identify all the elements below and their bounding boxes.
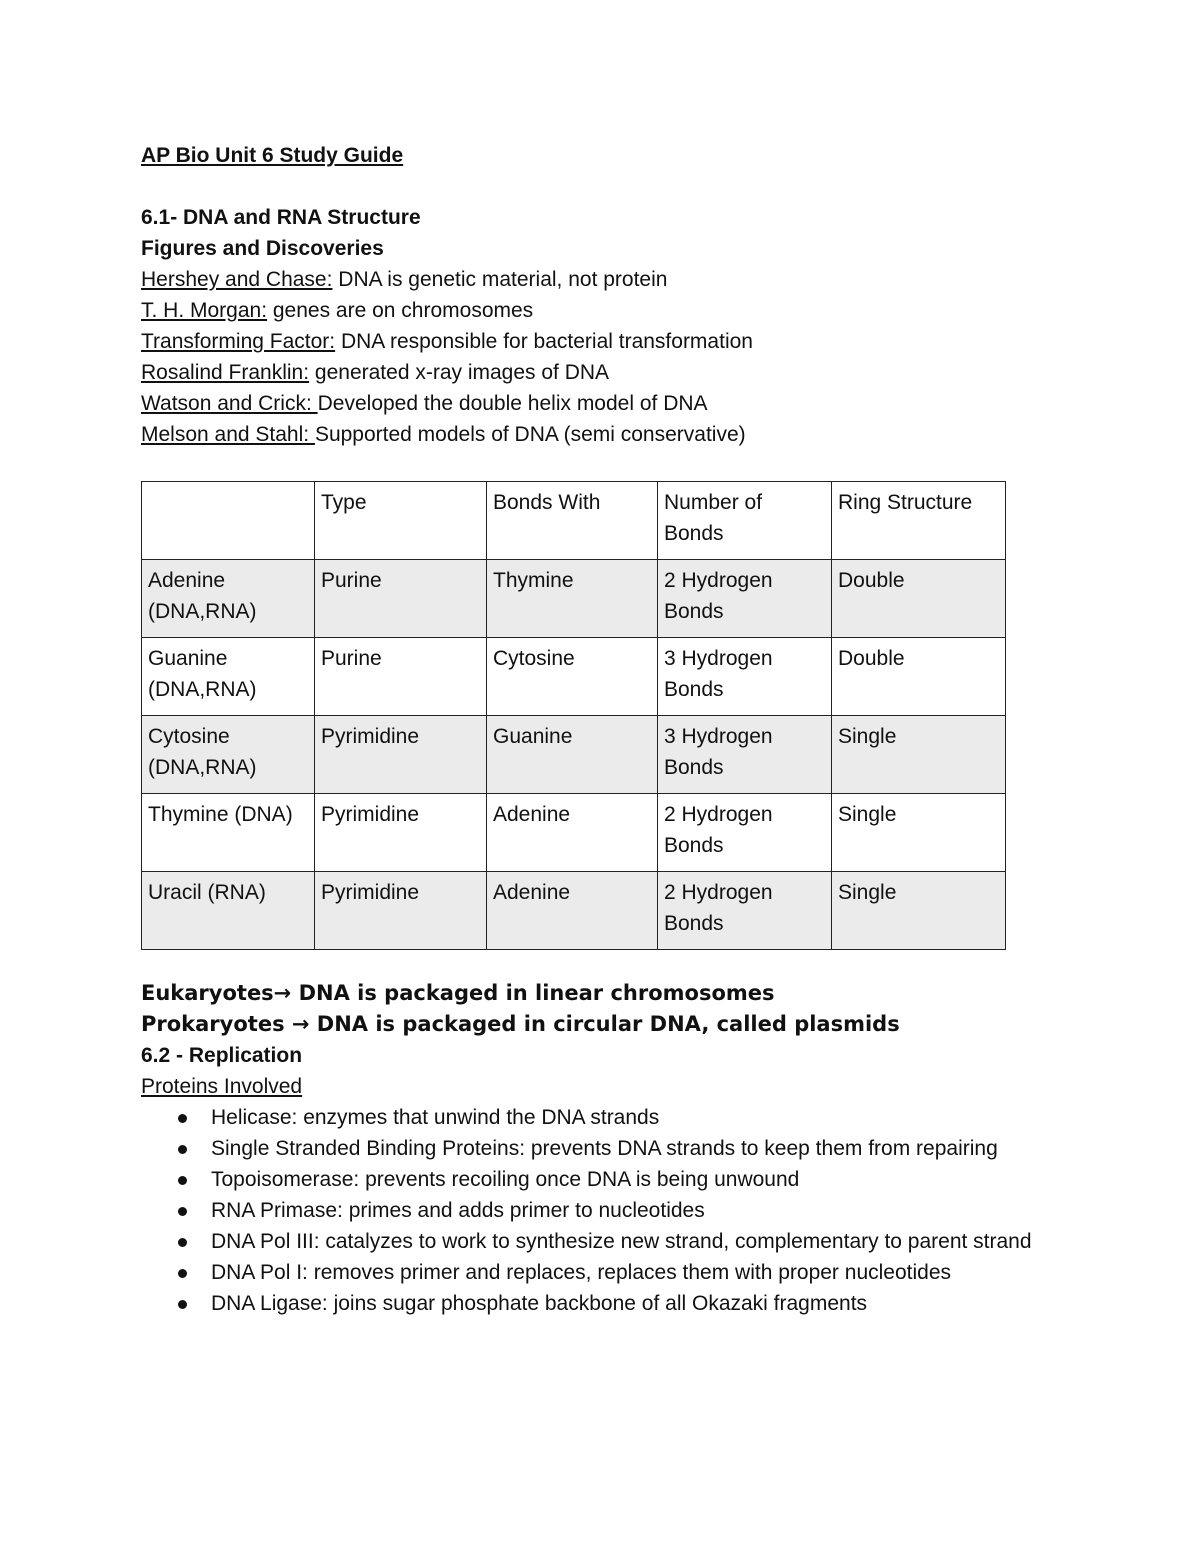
list-item-text: DNA Ligase: joins sugar phosphate backbone of all Okazaki fragments bbox=[211, 1292, 868, 1315]
table-header-row bbox=[142, 482, 1006, 560]
table-row bbox=[142, 794, 1006, 872]
table-row bbox=[142, 560, 1006, 638]
eukaryotes-statement: Eukaryotes→ DNA is packaged in linear chromosomes bbox=[141, 981, 775, 1005]
table-cell: 2 Hydrogen Bonds bbox=[658, 794, 832, 872]
table-header-cell: Ring Structure bbox=[832, 482, 1006, 560]
figures-subheading: Figures and Discoveries bbox=[141, 237, 384, 260]
table-cell: Double bbox=[832, 638, 1006, 716]
bullet-icon bbox=[178, 1300, 187, 1309]
table-cell: Guanine bbox=[487, 716, 658, 794]
list-item bbox=[211, 1226, 1051, 1257]
table-cell: Adenine bbox=[487, 872, 658, 950]
list-item bbox=[211, 1102, 1051, 1133]
table-cell: Single bbox=[832, 872, 1006, 950]
table-cell: Purine bbox=[315, 560, 487, 638]
table-header-cell: Type bbox=[315, 482, 487, 560]
list-item-text: RNA Primase: primes and adds primer to nucleotides bbox=[211, 1199, 705, 1222]
bullet-icon bbox=[178, 1114, 187, 1123]
prokaryotes-statement: Prokaryotes → DNA is packaged in circular DNA, called plasmids bbox=[141, 1012, 900, 1036]
discovery-item bbox=[141, 357, 1061, 388]
table-header-cell: Number of Bonds bbox=[658, 482, 832, 560]
discovery-name: Watson and Crick: bbox=[141, 392, 318, 415]
table-cell: Guanine (DNA,RNA) bbox=[142, 638, 315, 716]
page-title: AP Bio Unit 6 Study Guide bbox=[141, 144, 404, 167]
bullet-icon bbox=[178, 1176, 187, 1185]
table-cell: 3 Hydrogen Bonds bbox=[658, 716, 832, 794]
table-cell: Pyrimidine bbox=[315, 872, 487, 950]
discovery-name: Rosalind Franklin: bbox=[141, 361, 310, 384]
list-item-text: Helicase: enzymes that unwind the DNA strands bbox=[211, 1106, 660, 1129]
table-row bbox=[142, 638, 1006, 716]
list-item bbox=[211, 1288, 1051, 1319]
table-header-cell bbox=[142, 482, 315, 560]
table-cell: Thymine (DNA) bbox=[142, 794, 315, 872]
discovery-item bbox=[141, 419, 1061, 450]
discovery-name: Transforming Factor: bbox=[141, 330, 336, 353]
discovery-name: Melson and Stahl: bbox=[141, 423, 315, 446]
discovery-desc: DNA responsible for bacterial transformation bbox=[335, 330, 753, 353]
list-item bbox=[211, 1257, 1051, 1288]
bullet-icon bbox=[178, 1269, 187, 1278]
proteins-subheading: Proteins Involved bbox=[141, 1075, 303, 1098]
list-item-text: DNA Pol I: removes primer and replaces, replaces them with proper nucleotides bbox=[211, 1261, 952, 1284]
table-cell: Double bbox=[832, 560, 1006, 638]
discoveries-list bbox=[141, 264, 1061, 450]
bullet-icon bbox=[178, 1207, 187, 1216]
discovery-desc: generated x-ray images of DNA bbox=[309, 361, 610, 384]
list-item bbox=[211, 1195, 1051, 1226]
discovery-item bbox=[141, 326, 1061, 357]
table-cell: Cytosine (DNA,RNA) bbox=[142, 716, 315, 794]
discovery-item bbox=[141, 264, 1061, 295]
table-cell: Adenine (DNA,RNA) bbox=[142, 560, 315, 638]
discovery-item bbox=[141, 388, 1061, 419]
nucleotide-base-table bbox=[141, 481, 1006, 950]
discovery-name: Hershey and Chase: bbox=[141, 268, 333, 291]
table-cell: Pyrimidine bbox=[315, 716, 487, 794]
table-cell: Purine bbox=[315, 638, 487, 716]
list-item bbox=[211, 1164, 1051, 1195]
bullet-icon bbox=[178, 1145, 187, 1154]
proteins-list bbox=[141, 1102, 1051, 1319]
bullet-icon bbox=[178, 1238, 187, 1247]
table-cell: Uracil (RNA) bbox=[142, 872, 315, 950]
table-row bbox=[142, 716, 1006, 794]
discovery-item bbox=[141, 295, 1061, 326]
section-2-heading: 6.2 - Replication bbox=[141, 1044, 303, 1067]
discovery-desc: Supported models of DNA (semi conservative) bbox=[314, 423, 746, 446]
table-cell: Adenine bbox=[487, 794, 658, 872]
discovery-desc: DNA is genetic material, not protein bbox=[332, 268, 668, 291]
document-page bbox=[141, 140, 1061, 1319]
table-cell: Single bbox=[832, 794, 1006, 872]
list-item-text: DNA Pol III: catalyzes to work to synthesize new strand, complementary to parent strand bbox=[211, 1230, 1032, 1253]
section-1-heading: 6.1- DNA and RNA Structure bbox=[141, 206, 421, 229]
discovery-desc: genes are on chromosomes bbox=[267, 299, 534, 322]
table-cell: 3 Hydrogen Bonds bbox=[658, 638, 832, 716]
table-cell: Pyrimidine bbox=[315, 794, 487, 872]
discovery-name: T. H. Morgan: bbox=[141, 299, 268, 322]
table-cell: Single bbox=[832, 716, 1006, 794]
table-cell: Thymine bbox=[487, 560, 658, 638]
table-row bbox=[142, 872, 1006, 950]
list-item-text: Single Stranded Binding Proteins: prevents DNA strands to keep them from repairing bbox=[211, 1137, 998, 1160]
list-item-text: Topoisomerase: prevents recoiling once DNA is being unwound bbox=[211, 1168, 800, 1191]
list-item bbox=[211, 1133, 1051, 1164]
table-cell: 2 Hydrogen Bonds bbox=[658, 872, 832, 950]
discovery-desc: Developed the double helix model of DNA bbox=[317, 392, 708, 415]
table-cell: Cytosine bbox=[487, 638, 658, 716]
table-header-cell: Bonds With bbox=[487, 482, 658, 560]
table-cell: 2 Hydrogen Bonds bbox=[658, 560, 832, 638]
